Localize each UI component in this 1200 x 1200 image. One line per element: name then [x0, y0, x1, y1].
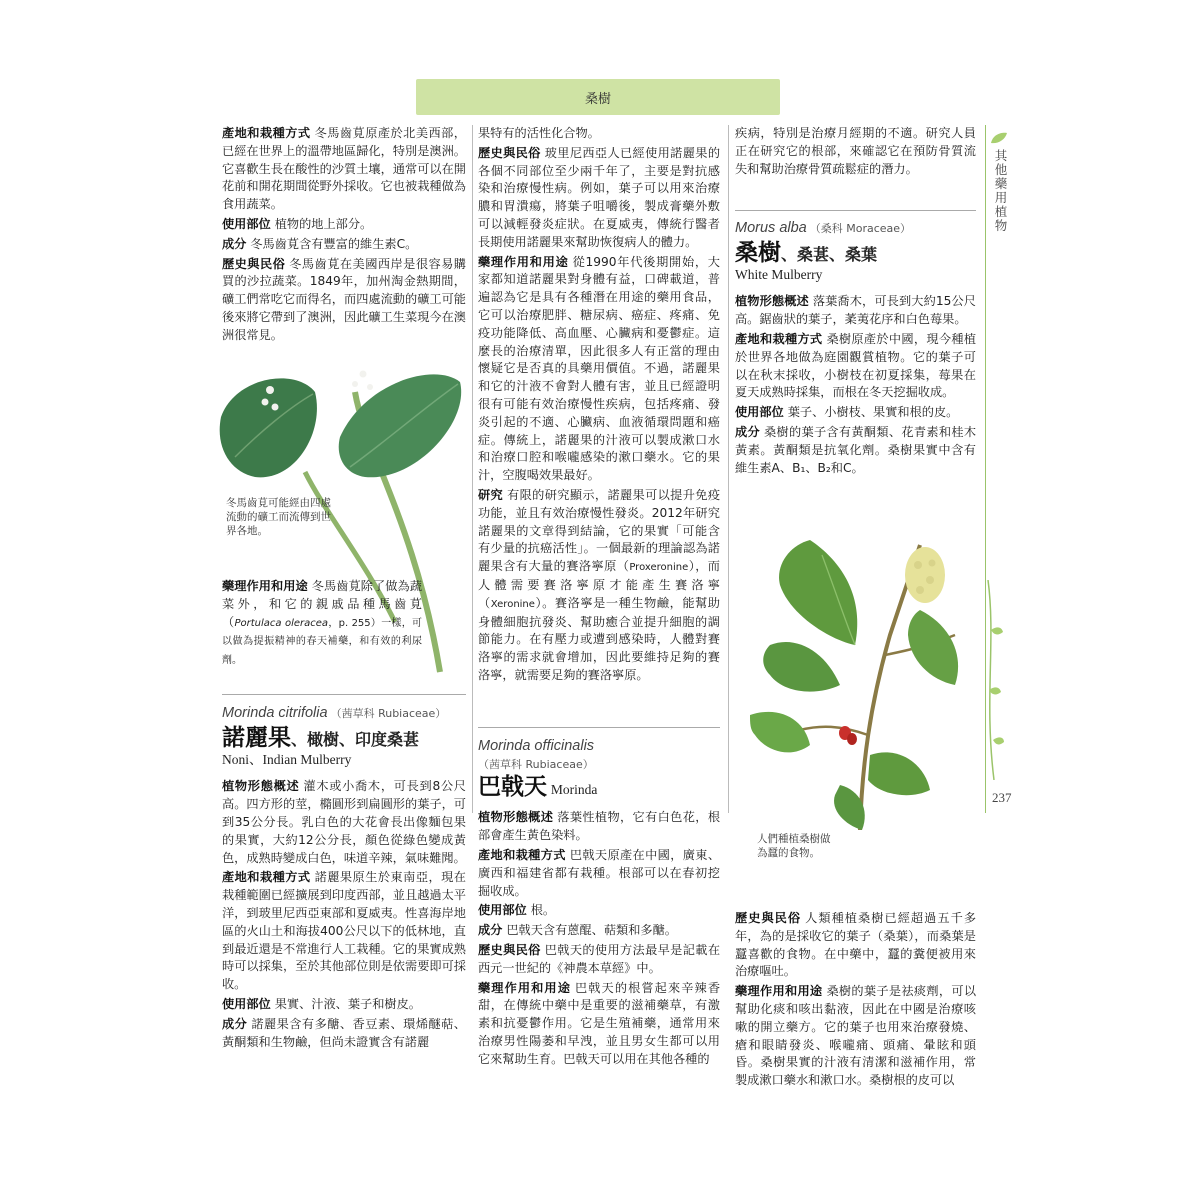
column-3 — [735, 125, 976, 180]
paragraph: 藥理作用和用途 從1990年代後期開始，大家都知道諾麗果對身體有益，口碑載道，普遍認為它是具有各種潛在用途的藥用食品，它可以治療肥胖、糖尿病、癌症、疼痛、免疫功能降低、高血壓、心臟病和憂鬱症。這麼長的治療清單，因此很多人有正當的理由懷疑它是否真的具藥用價值。不過，諾麗果和它的汁液不會對人體有害，並且已經證明很有可能有效治療慢性疾病，包括疼痛、發炎引起的不適、心臟病、血液循環問題和癌症。傳統上，諾麗果的汁液可以製成漱口水和治療口腔和喉嚨感染的漱口藥水。它的果汁，空腹喝效果最好。 — [478, 254, 720, 483]
noni-title: 諾麗果、橄樹、印度桑葚 — [222, 723, 420, 751]
paragraph: 歷史與民俗 巴戟天的使用方法最早是記載在西元一世紀的《神農本草經》中。 — [478, 942, 721, 975]
noni-english-name: Noni、Indian Mulberry — [222, 751, 352, 767]
noni-latin-name: Morinda citrifolia （茜草科 Rubiaceae） — [222, 705, 447, 721]
miners-lettuce-caption: 冬馬齒莧可能經由四處流動的礦工而流傳到世界各地。 — [226, 497, 331, 537]
column-1-lower — [222, 578, 422, 672]
paragraph: 植物形態概述 灌木或小喬木，可長到8公尺高。四方形的莖，橢圓形到扁圓形的葉子，可到35公分長。乳白色的大花會長出像麵包果的果實，大約12公分長，顏色從綠色變成黃色，成熟時變成白色，味道辛辣，氣味難聞。 — [222, 779, 466, 865]
paragraph: 植物形態概述 落葉喬木，可長到大約15公尺高。鋸齒狀的葉子，葇荑花序和白色莓果。 — [735, 294, 976, 327]
page-number: 237 — [992, 790, 1012, 805]
side-tab — [990, 130, 1012, 233]
morinda-family: （茜草科 Rubiaceae） — [478, 757, 594, 771]
paragraph: 成分 桑樹的葉子含有黃酮類、花青素和桂木黃素。黃酮類是抗氧化劑。桑樹果實中含有維生素A、B₁、B₂和C。 — [735, 424, 977, 475]
paragraph: 使用部位 果實、汁液、葉子和樹皮。 — [222, 996, 421, 1011]
mulberry-illustration — [750, 535, 980, 835]
mulberry-english-name: White Mulberry — [735, 266, 823, 282]
section-divider — [222, 694, 466, 695]
column-2 — [478, 125, 720, 687]
column-divider-2 — [728, 125, 729, 813]
paragraph: 歷史與民俗 人類種植桑樹已經超過五千多年，為的是採收它的葉子（桑葉），而桑葉是蠶喜歡的食物。在中藥中，蠶的糞便被用來治療嘔吐。 — [735, 911, 977, 979]
paragraph: 研究 有限的研究顯示，諾麗果可以提升免疫功能，並且有效治療慢性發炎。2012年研究諾麗果的文章得到結論，它的果實「可能含有少量的抗癌活性」。一個最新的理論認為諾麗果含有大量的賽洛寧原（Proxeronine），而人體需要賽洛寧原才能產生賽洛寧（Xeronine）。賽洛寧是一種生物鹼，能幫助身體細胞抗發炎、幫助癒合並提升細胞的調節能力。在有壓力或遭到感染時，人體對賽洛寧的需求就會增加，因此要維持足夠的賽洛寧，就需要足夠的賽洛寧原。 — [478, 487, 721, 682]
leaf-icon — [990, 131, 1008, 145]
paragraph: 植物形態概述 落葉性植物，它有白色花，根部會產生黃色染料。 — [478, 810, 721, 843]
page-header — [416, 79, 780, 115]
side-tab-label: 其 他 藥 用 植 物 — [994, 148, 1008, 233]
paragraph: 歷史與民俗 玻里尼西亞人已經使用諾麗果的各個不同部位至少兩千年了，主要是對抗感染和治療慢性病。例如，葉子可以用來治療膿和胃潰瘍，將葉子咀嚼後，製成膏藥外敷可以減輕發炎症狀。在夏威夷，傳統行醫者長期使用諾麗果來幫助恢復病人的體力。 — [478, 145, 721, 249]
paragraph: 果特有的活性化合物。 — [478, 126, 600, 140]
column-1 — [222, 125, 466, 347]
paragraph: 歷史與民俗 冬馬齒莧在美國西岸是很容易購買的沙拉蔬菜。1849年，加州淘金熱期間，礦工們常吃它而得名，而四處流動的礦工可能後來將它帶到了澳洲，因此礦工生菜現今在澳洲很常見。 — [222, 256, 466, 342]
mulberry-latin-name: Morus alba （桑科 Moraceae） — [735, 220, 912, 236]
mulberry-caption: 人們種植桑樹做為蠶的食物。 — [757, 833, 831, 859]
paragraph: 成分 巴戟天含有蒽醌、萜類和多醣。 — [478, 923, 677, 938]
morinda-section — [478, 738, 720, 1071]
morinda-latin-name: Morinda officinalis — [478, 738, 595, 754]
paragraph: 使用部位 根。 — [478, 903, 556, 918]
morinda-title: 巴戟天 Morinda — [478, 772, 598, 800]
paragraph: 使用部位 葉子、小樹枝、果實和根的皮。 — [735, 405, 959, 420]
paragraph: 成分 冬馬齒莧含有豐富的維生素C。 — [222, 236, 418, 251]
section-divider — [735, 210, 976, 211]
vine-decoration — [984, 580, 1004, 780]
column-divider-1 — [472, 125, 473, 813]
column-3-lower — [735, 910, 976, 1092]
paragraph: 藥理作用和用途 冬馬齒莧除了做為蔬菜外，和它的親戚品種馬齒莧（Portulaca oleracea，p. 255）一樣，可以做為提振精神的春天補藥，和有效的利尿劑。 — [222, 579, 423, 667]
paragraph: 疾病，特別是治療月經期的不適。研究人員正在研究它的根部，來確認它在預防骨質流失和幫助治療骨質疏鬆症的潛力。 — [735, 126, 976, 176]
paragraph: 成分 諾麗果含有多醣、香豆素、環烯醚萜、黃酮類和生物鹼，但尚未證實含有諾麗 — [222, 1016, 466, 1049]
mulberry-section — [735, 220, 976, 479]
paragraph: 藥理作用和用途 巴戟天的根嘗起來辛辣香甜，在傳統中藥中是重要的滋補藥草，有激素和抗憂鬱作用。它是生殖補藥，通常用來治療男性陽萎和早洩，並且男女生都可以用它來幫助生育。巴戟天可以用在其他各種的 — [478, 980, 721, 1066]
noni-section — [222, 705, 466, 1053]
page-header-title: 桑樹 — [584, 91, 611, 107]
paragraph: 使用部位 植物的地上部分。 — [222, 216, 373, 231]
paragraph: 產地和栽種方式 巴戟天原產在中國，廣東、廣西和福建省都有栽種。根部可以在春初挖掘收成。 — [478, 847, 721, 898]
paragraph: 產地和栽種方式 桑樹原產於中國，現今種植於世界各地做為庭園觀賞植物。它的葉子可以在秋末採收，小樹枝在初夏採集，莓果在夏天成熟時採集，而根在冬天挖掘收成。 — [735, 331, 977, 400]
section-divider — [478, 727, 720, 728]
mulberry-title: 桑樹、桑葚、桑葉 — [735, 238, 878, 266]
paragraph: 產地和栽種方式 冬馬齒莧原產於北美西部，已經在世界上的溫帶地區歸化，特別是澳洲。它喜歡生長在酸性的沙質土壤，通常可以在開花前和開花期間從野外採收。它也被栽種做為食用蔬菜。 — [222, 126, 466, 212]
paragraph: 藥理作用和用途 桑樹的葉子是祛痰劑，可以幫助化痰和咳出黏液，因此在中國是治療咳嗽的開立藥方。它的葉子也用來治療發燒、瘡和眼睛發炎、喉嚨痛、頭痛、暈眩和頭昏。桑樹果實的汁液有清潔和滋補作用，常製成漱口藥水和漱口水。桑樹根的皮可以 — [735, 984, 977, 1088]
paragraph: 產地和栽種方式 諾麗果原生於東南亞，現在栽種範圍已經擴展到印度西部，並且越過太平洋，到玻里尼西亞東部和夏威夷。性喜海岸地區的火山土和海拔400公尺以下的低林地，直到最近還是不常進行人工栽種。它的果實成熟時可以採集，至於其他部位則是依需要即可採收。 — [222, 870, 466, 992]
